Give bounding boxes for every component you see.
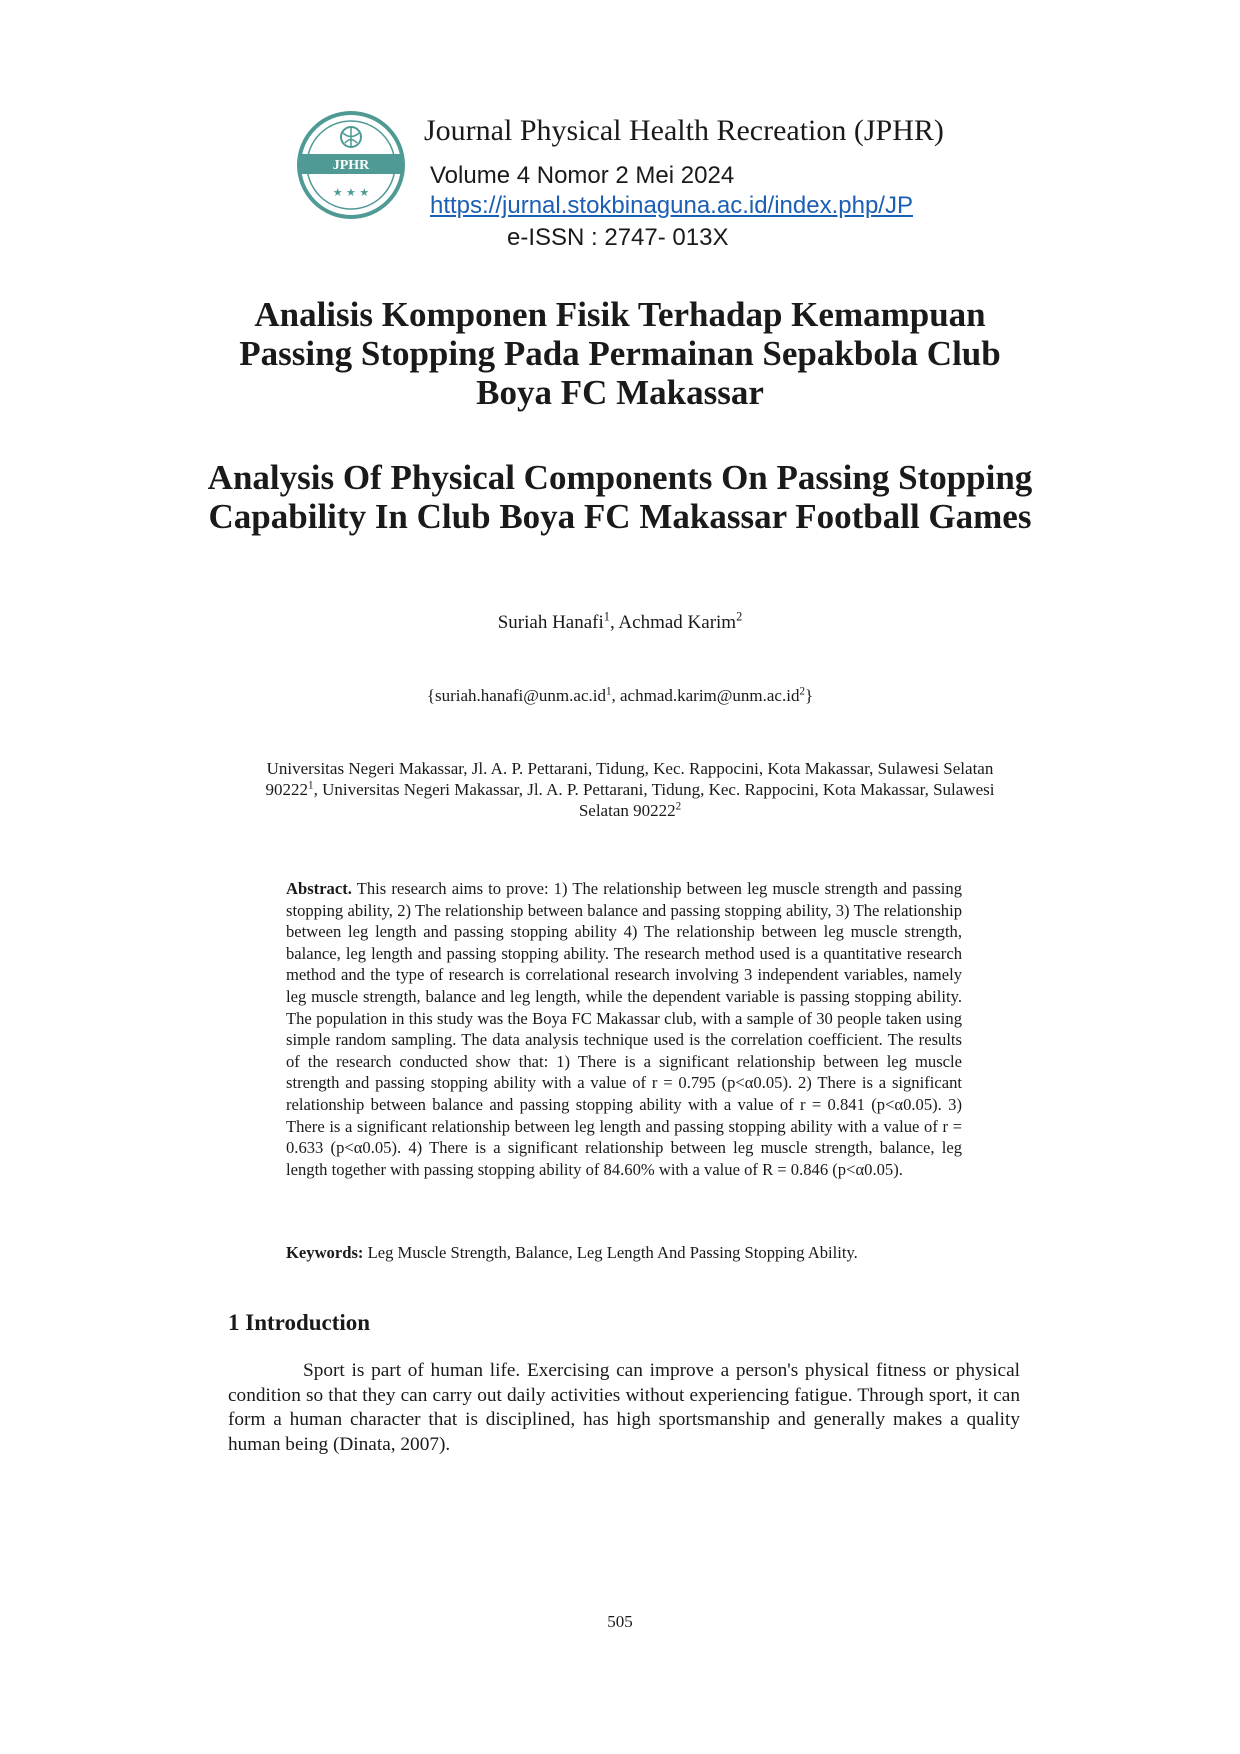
section-heading: 1 Introduction <box>228 1310 371 1335</box>
affiliation-mark: 2 <box>675 800 682 813</box>
author-emails <box>150 686 1090 706</box>
title-id-line: Boya FC Makassar <box>476 373 764 412</box>
abstract <box>286 878 962 1180</box>
email-address: suriah.hanafi@unm.ac.id <box>435 686 606 705</box>
author-name: Suriah Hanafi <box>497 612 604 633</box>
journal-name: Journal Physical Health Recreation (JPHR) <box>424 114 944 147</box>
keywords-label: Keywords: <box>286 1243 364 1262</box>
title-id-line: Passing Stopping Pada Permainan Sepakbola Club <box>239 334 1001 373</box>
title-english <box>150 458 1090 536</box>
email-affil-mark: 2 <box>799 685 805 698</box>
affiliation-mark: 1 <box>308 779 314 792</box>
svg-text:★ ★ ★: ★ ★ ★ <box>332 186 370 199</box>
title-id-line: Analisis Komponen Fisik Terhadap Kemampuan <box>254 295 986 334</box>
email-separator: , <box>611 686 620 705</box>
abstract-label: Abstract. <box>286 879 352 898</box>
title-indonesian <box>150 295 1090 412</box>
journal-volume: Volume 4 Nomor 2 Mei 2024 <box>430 162 735 189</box>
author-name: Achmad Karim <box>618 612 737 633</box>
logo-text: JPHR <box>332 158 370 173</box>
page-number: 505 <box>607 1612 633 1631</box>
journal-logo <box>296 110 406 220</box>
author-list <box>150 609 1090 634</box>
email-affil-mark: 1 <box>605 685 612 698</box>
journal-url-link[interactable]: https://jurnal.stokbinaguna.ac.id/index.php/JP <box>430 192 913 219</box>
author-affil-mark: 1 <box>603 609 610 624</box>
keywords-text: Leg Muscle Strength, Balance, Leg Length And Passing Stopping Ability. <box>363 1243 858 1262</box>
author-affil-mark: 2 <box>736 609 743 624</box>
intro-paragraph: Sport is part of human life. Exercising can improve a person's physical fitness or physical condition so that they can carry out daily activities without experiencing fatigue. Through sport, it can form a human character that is disciplined, has high sportsmanship and generally makes a quality human being (Dinata, 2007). <box>228 1360 1020 1455</box>
brace-open: { <box>426 686 435 705</box>
affiliation-text: Universitas Negeri Makassar, Jl. A. P. Pettarani, Tidung, Kec. Rappocini, Kota Makassar, Sulawesi Selatan 90222 <box>265 759 994 799</box>
email-address: achmad.karim@unm.ac.id <box>620 686 800 705</box>
title-en-line: Capability In Club Boya FC Makassar Football Games <box>208 497 1032 536</box>
author-separator: , <box>609 612 619 633</box>
affiliations <box>250 758 1010 821</box>
title-en-line: Analysis Of Physical Components On Passing Stopping <box>207 458 1033 497</box>
keywords <box>286 1243 962 1263</box>
affiliation-text: , Universitas Negeri Makassar, Jl. A. P. Pettarani, Tidung, Kec. Rappocini, Kota Makassar, Sulawesi Selatan 90222 <box>313 780 995 820</box>
journal-issn: e-ISSN : 2747- 013X <box>507 224 729 251</box>
brace-close: } <box>805 686 814 705</box>
abstract-text: This research aims to prove: 1) The relationship between leg muscle strength and passing stopping ability, 2) The relationship between balance and passing stopping ability, 3) The relationship between leg length and passing stopping ability 4) The relationship between leg muscle strength, balance, leg length and passing stopping ability. The research method used is a quantitative research method and the type of research is correlational research involving 3 independent variables, namely leg muscle strength, balance and leg length, while the dependent variable is passing stopping ability. The population in this study was the Boya FC Makassar club, with a sample of 30 people taken using simple random sampling. The data analysis technique used is the correlation coefficient. The results of the research conducted show that: 1) There is a significant relationship between leg muscle strength and passing stopping ability with a value of r = 0.795 (p<α0.05). 2) There is a significant relationship between balance and passing stopping ability with a value of r = 0.841 (p<α0.05). 3) There is a significant relationship between leg length and passing stopping ability with a value of r = 0.633 (p<α0.05). 4) There is a significant relationship between leg muscle strength, balance, leg length together with passing stopping ability of 84.60% with a value of R = 0.846 (p<α0.05). <box>286 879 962 1179</box>
